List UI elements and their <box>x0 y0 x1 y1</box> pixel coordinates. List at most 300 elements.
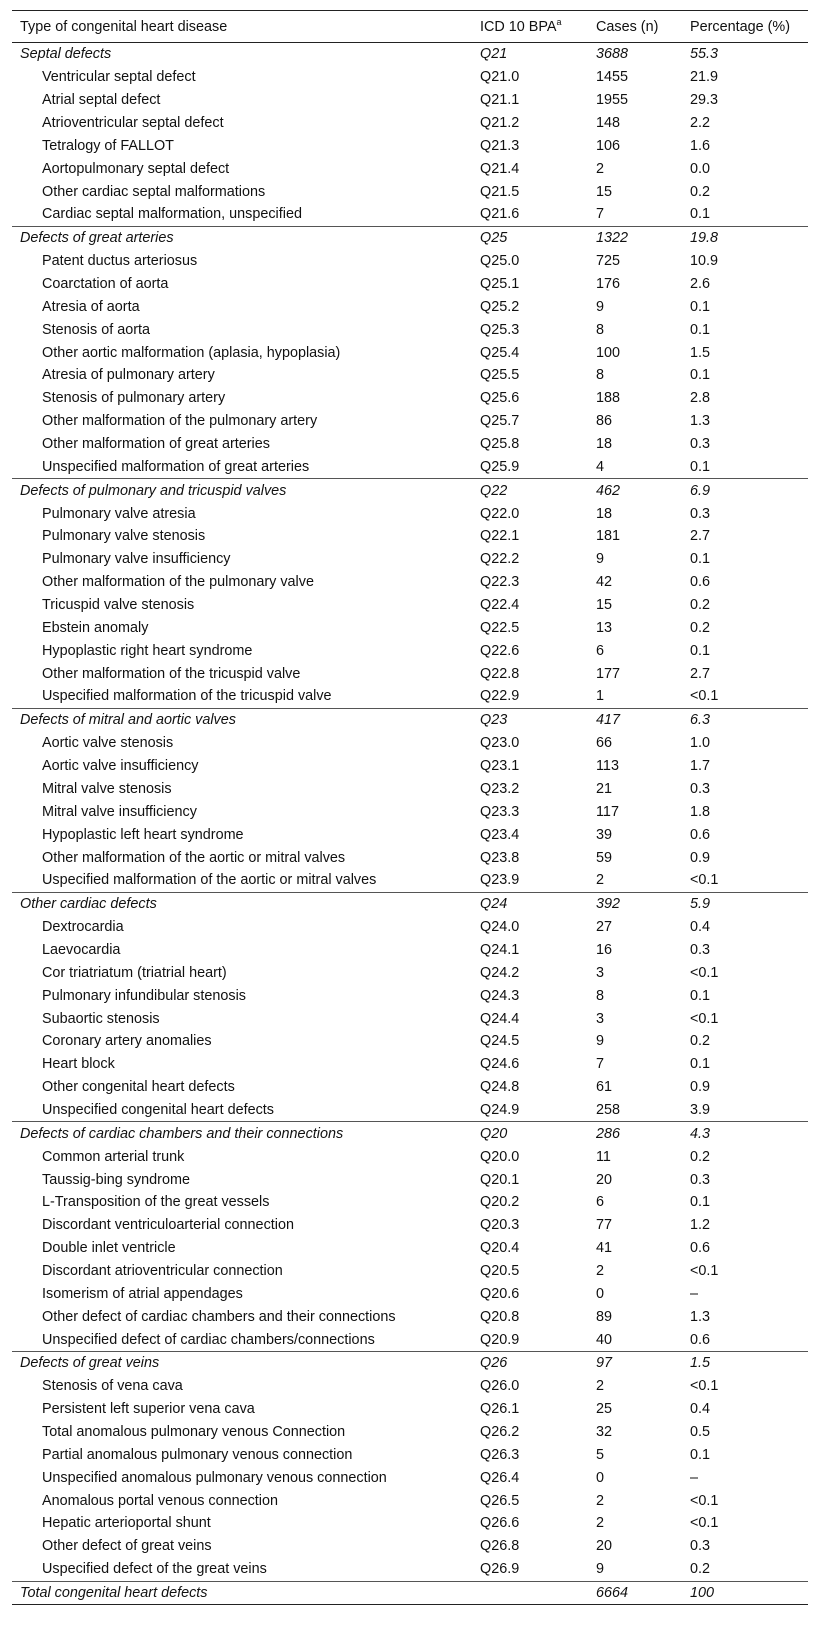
cell-percentage: 5.9 <box>682 892 808 915</box>
cell-type: Hypoplastic left heart syndrome <box>42 826 244 843</box>
table-row <box>12 594 808 617</box>
cell-percentage: 0.1 <box>690 1446 711 1463</box>
cell-icd: Q26 <box>472 1351 588 1374</box>
cell-cases: 9 <box>596 1561 605 1578</box>
category-row <box>12 43 808 66</box>
cell-type: Taussig-bing syndrome <box>42 1171 190 1188</box>
cell-percentage: 0.4 <box>690 919 711 936</box>
cell-type: Pulmonary infundibular stenosis <box>42 987 246 1004</box>
cell-icd: Q25 <box>472 226 588 249</box>
category-row <box>12 708 808 731</box>
table-row <box>12 295 808 318</box>
cell-cases: 106 <box>596 137 621 154</box>
cell-type: L-Transposition of the great vessels <box>42 1194 270 1211</box>
category-row <box>12 1122 808 1145</box>
cell-cases: 9 <box>596 298 605 315</box>
cell-type: Patent ductus arteriosus <box>42 253 198 270</box>
cell-type: Total anomalous pulmonary venous Connection <box>42 1423 346 1440</box>
cell-type: Other malformation of the pulmonary valve <box>42 574 314 591</box>
cell-type: Mitral valve stenosis <box>42 780 172 797</box>
cell-icd: Q20.8 <box>480 1308 520 1325</box>
cell-percentage: 10.9 <box>690 253 719 270</box>
table-row <box>12 823 808 846</box>
cell-type: Stenosis of aorta <box>42 321 150 338</box>
cell-icd: Q21.5 <box>480 183 520 200</box>
cell-cases: 176 <box>596 276 621 293</box>
cell-type: Uspecified malformation of the tricuspid valve <box>42 688 332 705</box>
cell-icd: Q20.9 <box>480 1331 520 1348</box>
cell-icd: Q25.2 <box>480 298 520 315</box>
cell-type: Cardiac septal malformation, unspecified <box>42 206 302 223</box>
cell-type: Unspecified anomalous pulmonary venous connection <box>42 1469 387 1486</box>
cell-percentage: 0.2 <box>690 1561 711 1578</box>
cell-icd: Q21.1 <box>480 92 520 109</box>
cell-percentage: 0.2 <box>690 183 711 200</box>
cell-icd: Q24.2 <box>480 964 520 981</box>
cell-icd: Q24.4 <box>480 1010 520 1027</box>
cell-type: Other malformation of the tricuspid valve <box>42 665 301 682</box>
table-row <box>12 1145 808 1168</box>
table-row <box>12 89 808 112</box>
cell-percentage: 0.1 <box>690 1056 711 1073</box>
cell-icd: Q24.8 <box>480 1079 520 1096</box>
table-row <box>12 1558 808 1581</box>
table-row <box>12 341 808 364</box>
cell-type: Other cardiac septal malformations <box>42 183 266 200</box>
table-row <box>12 1007 808 1030</box>
cell-icd: Q23.9 <box>480 872 520 889</box>
cell-cases: 89 <box>596 1308 613 1325</box>
cell-type: Heart block <box>42 1056 115 1073</box>
header-icd-label: ICD 10 BPA <box>480 18 557 35</box>
cell-type: Laevocardia <box>42 941 121 958</box>
cell-cases: 42 <box>596 574 613 591</box>
cell-icd: Q26.0 <box>480 1378 520 1395</box>
cell-icd: Q25.8 <box>480 436 520 453</box>
cell-icd: Q22.9 <box>480 688 520 705</box>
table-body <box>12 43 808 1605</box>
table-row <box>12 1305 808 1328</box>
cell-percentage: 3.9 <box>690 1101 711 1118</box>
table-row <box>12 1512 808 1535</box>
cell-cases: 6 <box>596 1194 605 1211</box>
cell-cases: 20 <box>596 1538 613 1555</box>
cell-type: Other defect of cardiac chambers and their connections <box>42 1308 396 1325</box>
cell-percentage: 0.3 <box>690 1538 711 1555</box>
cell-percentage: 0.1 <box>690 642 711 659</box>
cell-percentage: 0.6 <box>690 826 711 843</box>
cell-cases: 3688 <box>596 46 629 63</box>
table-row <box>12 1237 808 1260</box>
table-row <box>12 1030 808 1053</box>
table-row <box>12 1489 808 1512</box>
table-row <box>12 732 808 755</box>
cell-icd: Q20.3 <box>480 1217 520 1234</box>
cell-type: Unspecified malformation of great arteries <box>42 458 310 475</box>
cell-cases: 77 <box>596 1217 613 1234</box>
cell-percentage: 2.7 <box>690 528 711 545</box>
table-row <box>12 548 808 571</box>
cell-icd: Q22.2 <box>480 551 520 568</box>
cell-icd: Q21.0 <box>480 69 520 86</box>
cell-cases: 8 <box>596 987 605 1004</box>
cell-icd: Q23.8 <box>480 849 520 866</box>
cell-cases: 3 <box>596 1010 605 1027</box>
cell-type: Aortopulmonary septal defect <box>42 160 230 177</box>
cell-percentage: 2.6 <box>690 276 711 293</box>
cell-icd: Q24.0 <box>480 919 520 936</box>
cell-icd: Q23.3 <box>480 803 520 820</box>
cell-icd: Q20.4 <box>480 1240 520 1257</box>
header-icd <box>472 11 588 43</box>
cell-cases: 18 <box>596 436 613 453</box>
cell-percentage: 0.1 <box>690 321 711 338</box>
table-row <box>12 662 808 685</box>
cell-cases: 59 <box>596 849 613 866</box>
cell-cases: 113 <box>596 758 619 775</box>
cell-type: Other aortic malformation (aplasia, hypoplasia) <box>42 344 341 361</box>
total-row <box>12 1581 808 1605</box>
cell-icd: Q21.2 <box>480 115 520 131</box>
cell-type: Uspecified malformation of the aortic or mitral valves <box>42 872 377 889</box>
cell-percentage: 19.8 <box>682 226 808 249</box>
cell-percentage: 0.9 <box>690 1079 711 1096</box>
cell-cases: 148 <box>596 115 621 131</box>
table-row <box>12 1398 808 1421</box>
cell-percentage: 0.2 <box>690 619 711 636</box>
cell-cases: 32 <box>596 1423 613 1440</box>
table-row <box>12 250 808 273</box>
table-row <box>12 134 808 157</box>
table-row <box>12 778 808 801</box>
cell-type: Coarctation of aorta <box>42 276 169 293</box>
cell-icd: Q26.1 <box>480 1401 520 1418</box>
cell-cases: 100 <box>596 344 621 361</box>
table-row <box>12 800 808 823</box>
cell-percentage: <0.1 <box>690 1262 719 1279</box>
table-row <box>12 1053 808 1076</box>
cell-icd: Q24.6 <box>480 1056 520 1073</box>
cell-percentage: 1.2 <box>690 1217 711 1234</box>
table-row <box>12 1099 808 1122</box>
table-row <box>12 1328 808 1351</box>
cell-cases: 177 <box>596 665 621 682</box>
cell-cases: 27 <box>596 919 613 936</box>
cell-cases: 2 <box>596 1492 605 1509</box>
cell-type: Dextrocardia <box>42 919 124 936</box>
cell-icd: Q26.2 <box>480 1423 520 1440</box>
table-row <box>12 525 808 548</box>
cell-type: Uspecified defect of the great veins <box>42 1561 267 1578</box>
cell-icd: Q24.1 <box>480 941 520 958</box>
cell-percentage: <0.1 <box>690 688 719 705</box>
cell-type: Other congenital heart defects <box>42 1079 235 1096</box>
cell-type: Septal defects <box>20 46 112 63</box>
cell-type: Hepatic arterioportal shunt <box>42 1515 211 1532</box>
cell-type: Stenosis of vena cava <box>42 1378 183 1395</box>
table-row <box>12 318 808 341</box>
table-row <box>12 571 808 594</box>
cell-icd: Q20 <box>472 1122 588 1145</box>
cell-type: Unspecified congenital heart defects <box>42 1101 274 1118</box>
cell-percentage: 0.5 <box>690 1423 711 1440</box>
cell-percentage: 2.2 <box>690 115 711 131</box>
cell-percentage: <0.1 <box>690 1492 719 1509</box>
cell-cases: 1455 <box>596 69 629 86</box>
cell-icd: Q22 <box>472 479 588 502</box>
cell-type: Anomalous portal venous connection <box>42 1492 278 1509</box>
cell-cases: 40 <box>596 1331 613 1348</box>
cell-cases: 11 <box>596 1148 611 1165</box>
cell-icd: Q26.5 <box>480 1492 520 1509</box>
table-row <box>12 273 808 296</box>
cell-cases: 21 <box>596 780 613 797</box>
cell-percentage: 6.9 <box>682 479 808 502</box>
cell-type: Atrial septal defect <box>42 92 161 109</box>
cell-icd <box>472 1581 588 1605</box>
cell-type: Atrioventricular septal defect <box>42 115 224 131</box>
cell-percentage: <0.1 <box>690 1010 719 1027</box>
cell-cases: 20 <box>596 1171 613 1188</box>
cell-cases: 5 <box>596 1446 605 1463</box>
cell-percentage: 0.6 <box>690 1240 711 1257</box>
table-row <box>12 1282 808 1305</box>
cell-icd: Q22.5 <box>480 619 520 636</box>
table-row <box>12 112 808 135</box>
congenital-heart-disease-table <box>12 10 808 1605</box>
cell-cases: 25 <box>596 1401 613 1418</box>
cell-percentage: 4.3 <box>682 1122 808 1145</box>
table-row <box>12 1421 808 1444</box>
cell-cases: 286 <box>588 1122 682 1145</box>
cell-cases: 181 <box>596 528 621 545</box>
cell-icd: Q25.1 <box>480 276 520 293</box>
cell-icd: Q23.4 <box>480 826 520 843</box>
cell-icd: Q25.3 <box>480 321 520 338</box>
cell-percentage: 0.1 <box>690 458 711 475</box>
header-percentage: Percentage (%) <box>682 11 808 43</box>
cell-icd: Q26.3 <box>480 1446 520 1463</box>
cell-type: Other malformation of great arteries <box>42 436 270 453</box>
cell-percentage: 0.3 <box>690 505 711 522</box>
cell-cases: 4 <box>596 458 605 475</box>
cell-cases: 9 <box>596 551 605 568</box>
cell-cases: 86 <box>596 413 613 430</box>
cell-percentage: 0.3 <box>690 436 711 453</box>
cell-cases: 41 <box>596 1240 613 1257</box>
cell-icd: Q22.4 <box>480 597 520 614</box>
cell-cases: 16 <box>596 941 613 958</box>
cell-icd: Q24 <box>472 892 588 915</box>
cell-cases: 2 <box>596 160 605 177</box>
table-row <box>12 639 808 662</box>
cell-percentage: 0.1 <box>690 206 711 223</box>
cell-cases: 188 <box>596 390 621 407</box>
cell-cases: 18 <box>596 505 613 522</box>
cell-icd: Q25.0 <box>480 253 520 270</box>
cell-icd: Q26.8 <box>480 1538 520 1555</box>
cell-percentage: 1.6 <box>690 137 711 154</box>
cell-cases: 66 <box>596 735 613 752</box>
cell-percentage: 100 <box>682 1581 808 1605</box>
cell-icd: Q24.3 <box>480 987 520 1004</box>
table-row <box>12 203 808 226</box>
cell-percentage: 6.3 <box>682 708 808 731</box>
cell-type: Tricuspid valve stenosis <box>42 597 195 614</box>
cell-percentage: 1.0 <box>690 735 711 752</box>
cell-icd: Q23 <box>472 708 588 731</box>
table-row <box>12 433 808 456</box>
cell-cases: 7 <box>596 1056 605 1073</box>
cell-cases: 392 <box>588 892 682 915</box>
table-container <box>12 10 808 1605</box>
cell-type: Other defect of great veins <box>42 1538 212 1555</box>
cell-cases: 15 <box>596 183 613 200</box>
cell-percentage: 21.9 <box>690 69 719 86</box>
cell-icd: Q20.2 <box>480 1194 520 1211</box>
cell-cases: 97 <box>588 1351 682 1374</box>
cell-percentage: 1.3 <box>690 413 711 430</box>
table-row <box>12 984 808 1007</box>
cell-icd: Q20.0 <box>480 1148 520 1165</box>
cell-percentage: 0.1 <box>690 1194 711 1211</box>
table-row <box>12 755 808 778</box>
cell-type: Total congenital heart defects <box>12 1581 472 1605</box>
cell-type: Tetralogy of FALLOT <box>42 137 174 154</box>
cell-type: Partial anomalous pulmonary venous connection <box>42 1446 353 1463</box>
cell-cases: 417 <box>588 708 682 731</box>
cell-cases: 462 <box>588 479 682 502</box>
table-row <box>12 387 808 410</box>
cell-icd: Q21.6 <box>480 206 520 223</box>
cell-cases: 725 <box>596 253 621 270</box>
cell-cases: 258 <box>596 1101 621 1118</box>
cell-type: Aortic valve stenosis <box>42 735 174 752</box>
cell-type: Persistent left superior vena cava <box>42 1401 255 1418</box>
cell-icd: Q25.6 <box>480 390 520 407</box>
cell-type: Atresia of pulmonary artery <box>42 367 215 384</box>
cell-percentage: 0.9 <box>690 849 711 866</box>
cell-cases: 9 <box>596 1033 605 1050</box>
cell-percentage: 0.6 <box>690 574 711 591</box>
category-row <box>12 479 808 502</box>
cell-icd: Q25.5 <box>480 367 520 384</box>
cell-cases: 15 <box>596 597 613 614</box>
table-row <box>12 1260 808 1283</box>
cell-cases: 1 <box>596 688 605 705</box>
cell-percentage: 0.3 <box>690 941 711 958</box>
cell-percentage: 0.3 <box>690 1171 711 1188</box>
header-cases: Cases (n) <box>588 11 682 43</box>
cell-type: Defects of pulmonary and tricuspid valves <box>12 479 472 502</box>
cell-icd: Q24.9 <box>480 1101 520 1118</box>
cell-icd: Q20.1 <box>480 1171 520 1188</box>
cell-type: Mitral valve insufficiency <box>42 803 197 820</box>
cell-cases: 2 <box>596 1262 605 1279</box>
cell-icd: Q25.7 <box>480 413 520 430</box>
cell-type: Other cardiac defects <box>12 892 472 915</box>
cell-type: Unspecified defect of cardiac chambers/connections <box>42 1331 375 1348</box>
cell-percentage: <0.1 <box>690 964 719 981</box>
cell-type: Defects of great veins <box>12 1351 472 1374</box>
cell-type: Stenosis of pulmonary artery <box>42 390 226 407</box>
cell-cases: 39 <box>596 826 613 843</box>
cell-icd: Q25.4 <box>480 344 520 361</box>
cell-icd: Q26.6 <box>480 1515 520 1532</box>
cell-cases: 3 <box>596 964 605 981</box>
cell-icd: Q21.3 <box>480 137 520 154</box>
cell-cases: 6 <box>596 642 605 659</box>
cell-percentage: 55.3 <box>690 46 719 63</box>
cell-cases: 2 <box>596 1515 605 1532</box>
cell-cases: 13 <box>596 619 613 636</box>
cell-percentage: 0.0 <box>690 160 711 177</box>
cell-type: Coronary artery anomalies <box>42 1033 212 1050</box>
cell-type: Defects of cardiac chambers and their connections <box>12 1122 472 1145</box>
table-row <box>12 1535 808 1558</box>
table-row <box>12 502 808 525</box>
cell-type: Cor triatriatum (triatrial heart) <box>42 964 227 981</box>
cell-cases: 0 <box>596 1469 605 1486</box>
table-row <box>12 1191 808 1214</box>
cell-type: Common arterial trunk <box>42 1148 185 1165</box>
table-header <box>12 11 808 43</box>
cell-icd: Q23.0 <box>480 735 520 752</box>
cell-type: Ebstein anomaly <box>42 619 149 636</box>
cell-icd: Q26.4 <box>480 1469 520 1486</box>
cell-type: Hypoplastic right heart syndrome <box>42 642 253 659</box>
cell-type: Isomerism of atrial appendages <box>42 1285 243 1302</box>
cell-percentage: 1.5 <box>690 344 711 361</box>
cell-icd: Q22.0 <box>480 505 520 522</box>
cell-percentage: 29.3 <box>690 92 719 109</box>
cell-percentage: 0.2 <box>690 597 711 614</box>
table-row <box>12 1375 808 1398</box>
cell-percentage: 0.1 <box>690 298 711 315</box>
table-row <box>12 939 808 962</box>
cell-percentage: 1.3 <box>690 1308 711 1325</box>
cell-percentage: 0.1 <box>690 987 711 1004</box>
cell-type: Defects of great arteries <box>12 226 472 249</box>
table-row <box>12 869 808 892</box>
table-row <box>12 364 808 387</box>
cell-percentage: 0.2 <box>690 1148 711 1165</box>
cell-icd: Q20.6 <box>480 1285 520 1302</box>
table-row <box>12 455 808 478</box>
table-row <box>12 66 808 89</box>
table-row <box>12 846 808 869</box>
cell-type: Aortic valve insufficiency <box>42 758 199 775</box>
cell-cases: 6664 <box>588 1581 682 1605</box>
cell-icd: Q25.9 <box>480 458 520 475</box>
cell-percentage: 1.7 <box>690 758 711 775</box>
table-row <box>12 916 808 939</box>
cell-cases: 117 <box>596 803 619 820</box>
header-icd-footnote: a <box>556 16 562 27</box>
cell-icd: Q23.1 <box>480 758 520 775</box>
cell-type: Pulmonary valve stenosis <box>42 528 206 545</box>
cell-percentage: <0.1 <box>690 872 719 889</box>
cell-percentage: 1.5 <box>682 1351 808 1374</box>
cell-icd: Q22.3 <box>480 574 520 591</box>
cell-cases: 7 <box>596 206 605 223</box>
cell-percentage: 1.8 <box>690 803 711 820</box>
table-row <box>12 157 808 180</box>
cell-type: Subaortic stenosis <box>42 1010 160 1027</box>
cell-type: Double inlet ventricle <box>42 1240 176 1257</box>
cell-type: Pulmonary valve insufficiency <box>42 551 231 568</box>
cell-percentage: 2.7 <box>690 665 711 682</box>
